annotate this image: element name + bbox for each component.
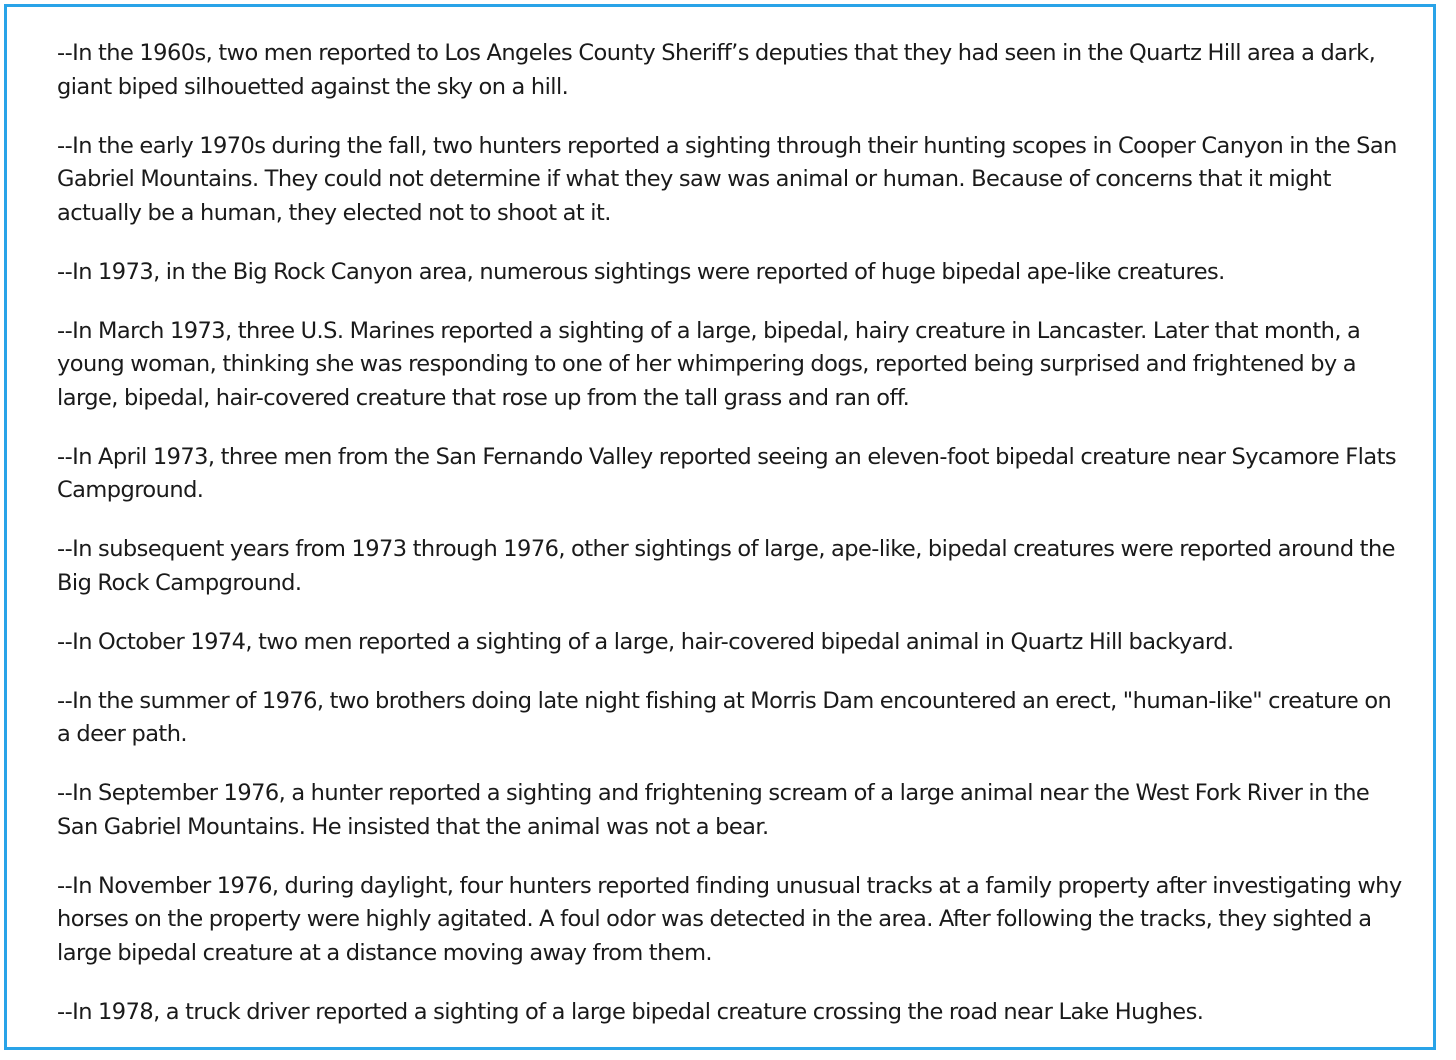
sighting-entry-april-1973: --In April 1973, three men from the San Fernando Valley reported seeing an eleven-foot bipedal creature near Sycamore Flats Campground. xyxy=(57,443,1397,503)
sighting-entry-1978: --In 1978, a truck driver reported a sighting of a large bipedal creature crossing the road near Lake Hughes. xyxy=(57,998,1204,1025)
sighting-entry-summer-1976: --In the summer of 1976, two brothers doing late night fishing at Morris Dam encountered an erect, "human-like" creature on a deer path. xyxy=(57,687,1392,747)
sighting-entry-march-1973: --In March 1973, three U.S. Marines reported a sighting of a large, bipedal, hairy creature in Lancaster. Later that month, a young woman, thinking she was responding to one of her whimpering dogs, reported being surprised and frightened by a large, bipedal, hair-covered creature that rose up from the tall grass and ran off. xyxy=(57,317,1361,411)
sighting-entry-1973: --In 1973, in the Big Rock Canyon area, numerous sightings were reported of huge bipedal ape-like creatures. xyxy=(57,258,1225,285)
sighting-entry-november-1976: --In November 1976, during daylight, four hunters reported finding unusual tracks at a family property after investigating why horses on the property were highly agitated. A foul odor was detected in the area. After following the tracks, they sighted a large bipedal creature at a distance moving away from them. xyxy=(57,872,1402,966)
sighting-entry-october-1974: --In October 1974, two men reported a sighting of a large, hair-covered bipedal animal in Quartz Hill backyard. xyxy=(57,628,1234,655)
sightings-list xyxy=(57,37,1407,1055)
sighting-entry-september-1976: --In September 1976, a hunter reported a sighting and frightening scream of a large animal near the West Fork River in the San Gabriel Mountains. He insisted that the animal was not a bear. xyxy=(57,780,1370,840)
sighting-entry-1973-1976: --In subsequent years from 1973 through 1976, other sightings of large, ape-like, bipedal creatures were reported around the Big Rock Campground. xyxy=(57,536,1395,596)
sighting-entry-early-1970s: --In the early 1970s during the fall, two hunters reported a sighting through their hunting scopes in Cooper Canyon in the San Gabriel Mountains. They could not determine if what they saw was animal or human. Because of concerns that it might actually be a human, they elected not to shoot at it. xyxy=(57,132,1397,226)
document-frame xyxy=(4,4,1436,1050)
sighting-entry-1960s: --In the 1960s, two men reported to Los Angeles County Sheriff’s deputies that they had seen in the Quartz Hill area a dark, giant biped silhouetted against the sky on a hill. xyxy=(57,40,1376,100)
